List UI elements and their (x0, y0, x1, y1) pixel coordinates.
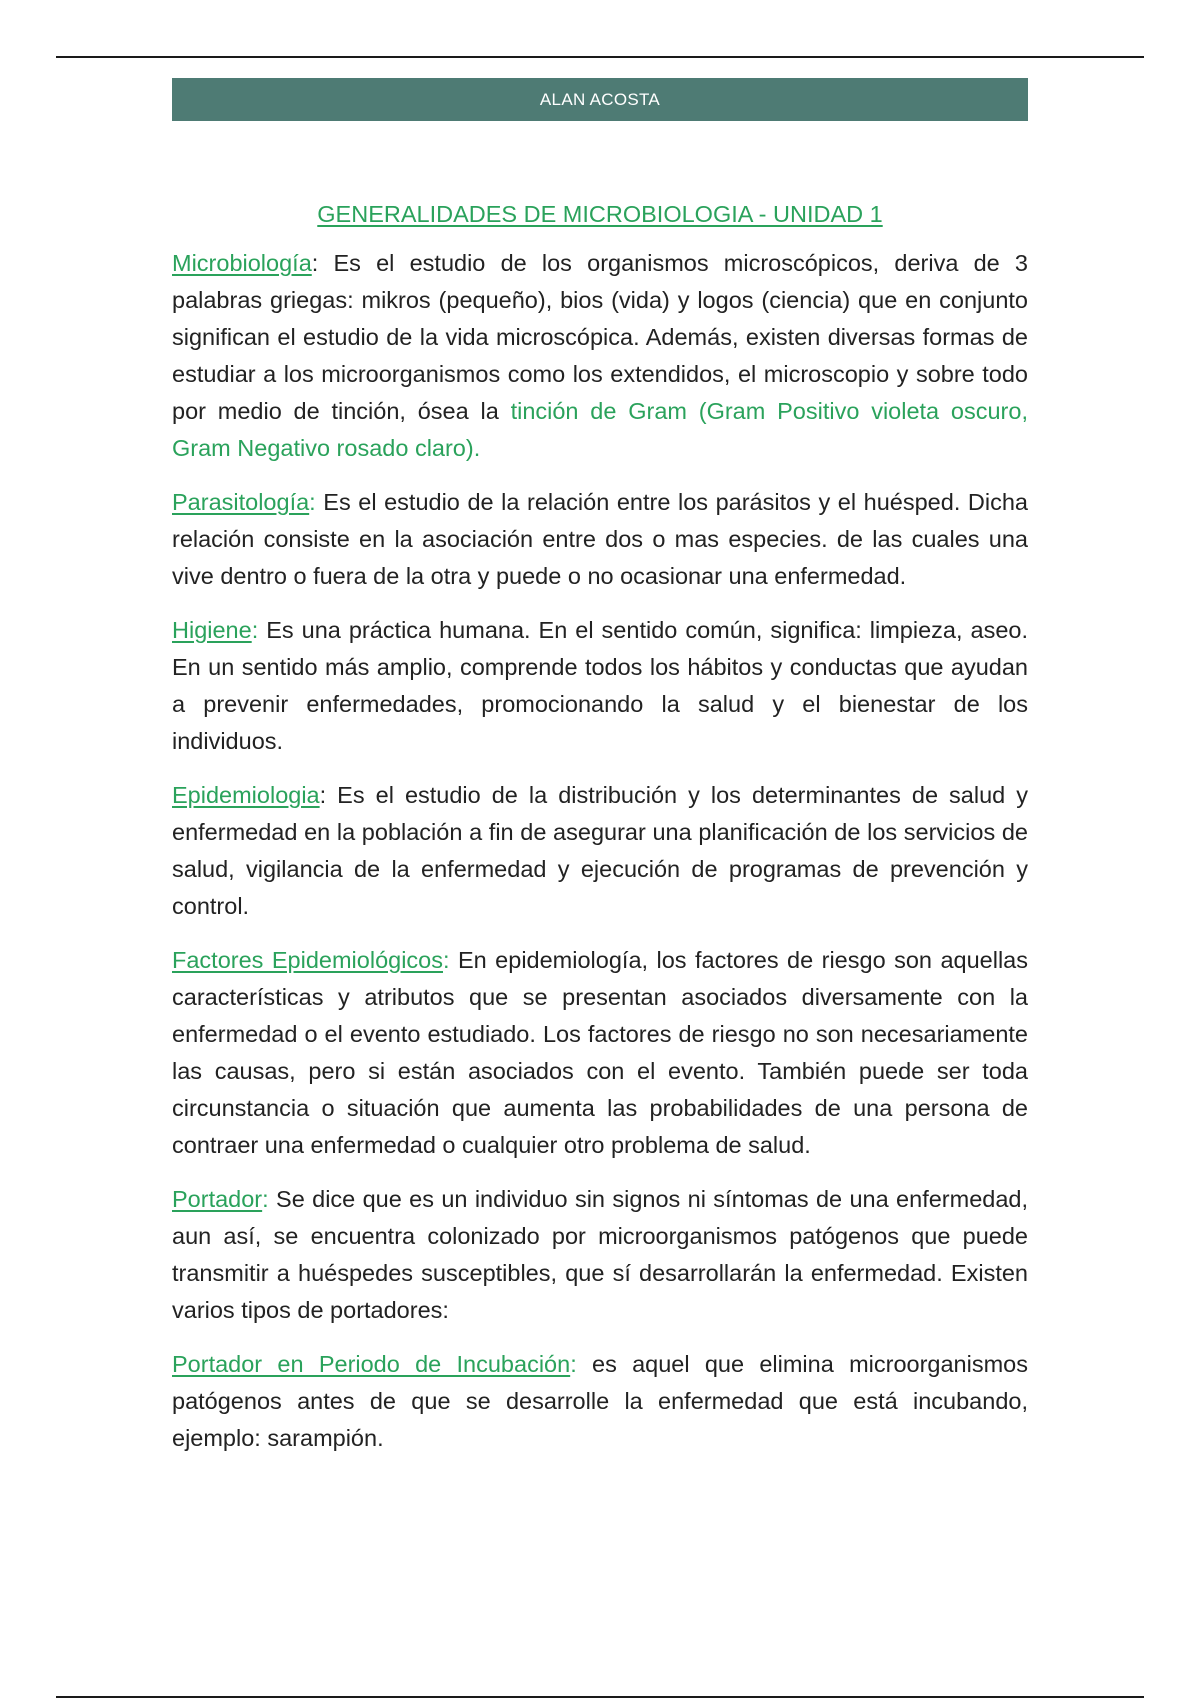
definition-text: Es el estudio de los organismos microscópicos, deriva de 3 palabras griegas: mikros (pequeño), bios (vida) y logos (ciencia) que en conjunto significan el estudio de la vida microscópica. Además, existen diversas formas de estudiar a los microorganismos como los extendidos, el microscopio y sobre todo por medio de tinción, ósea la (172, 250, 1028, 424)
definition-text: Se dice que es un individuo sin signos ni síntomas de una enfermedad, aun así, se encuentra colonizado por microorganismos patógenos que puede transmitir a huéspedes susceptibles, que sí desarrollarán la enfermedad. Existen varios tipos de portadores: (172, 1186, 1028, 1323)
definition-text: En epidemiología, los factores de riesgo son aquellas características y atributos que se presentan asociados diversamente con la enfermedad o el evento estudiado. Los factores de riesgo no son necesariamente las causas, pero si están asociados con el evento. También puede ser toda circunstancia o situación que aumenta las probabilidades de una persona de contraer una enfermedad o cualquier otro problema de salud. (172, 947, 1028, 1158)
section-higiene (172, 612, 1028, 760)
term-separator: : (251, 617, 259, 643)
document-title: GENERALIDADES DE MICROBIOLOGIA - UNIDAD 1 (317, 201, 883, 227)
definition-text: Es el estudio de la relación entre los parásitos y el huésped. Dicha relación consiste en la asociación entre dos o mas especies. de las cuales una vive dentro o fuera de la otra y puede o no ocasionar una enfermedad. (172, 489, 1028, 589)
section-microbiologia (172, 245, 1028, 467)
top-rule (56, 56, 1144, 58)
definition-text: Es el estudio de la distribución y los determinantes de salud y enfermedad en la población a fin de asegurar una planificación de los servicios de salud, vigilancia de la enfermedad y ejecución de programas de prevención y control. (172, 782, 1028, 919)
document-body (172, 196, 1028, 1474)
header-bar (172, 78, 1028, 121)
term-separator: : (570, 1351, 577, 1377)
section-epidemiologia (172, 777, 1028, 925)
term-portador: Portador (172, 1186, 263, 1212)
term-separator: : (319, 782, 327, 808)
term-factores-epidemiologicos: Factores Epidemiológicos (172, 947, 443, 973)
bottom-rule (56, 1696, 1144, 1698)
section-factores-epidemiologicos (172, 942, 1028, 1164)
term-epidemiologia: Epidemiologia (172, 782, 320, 808)
section-portador (172, 1181, 1028, 1329)
term-higiene: Higiene (172, 617, 252, 643)
term-portador-incubacion: Portador en Periodo de Incubación (172, 1351, 571, 1377)
section-portador-incubacion (172, 1346, 1028, 1457)
author-name: ALAN ACOSTA (539, 90, 661, 109)
term-separator: : (443, 947, 450, 973)
term-separator: : (309, 489, 316, 515)
definition-text: Es una práctica humana. En el sentido común, significa: limpieza, aseo. En un sentido más amplio, comprende todos los hábitos y conductas que ayudan a prevenir enfermedades, promocionando la salud y el bienestar de los individuos. (172, 617, 1028, 754)
section-parasitologia (172, 484, 1028, 595)
term-parasitologia: Parasitología (172, 489, 310, 515)
gram-stain-highlight: tinción de Gram (Gram Positivo violeta oscuro, Gram Negativo rosado claro). (172, 398, 1028, 461)
definition-text: es aquel que elimina microorganismos patógenos antes de que se desarrolle la enfermedad que está incubando, ejemplo: sarampión. (172, 1351, 1028, 1451)
term-separator: : (262, 1186, 269, 1212)
term-separator: : (311, 250, 319, 276)
term-microbiologia: Microbiología (172, 250, 312, 276)
